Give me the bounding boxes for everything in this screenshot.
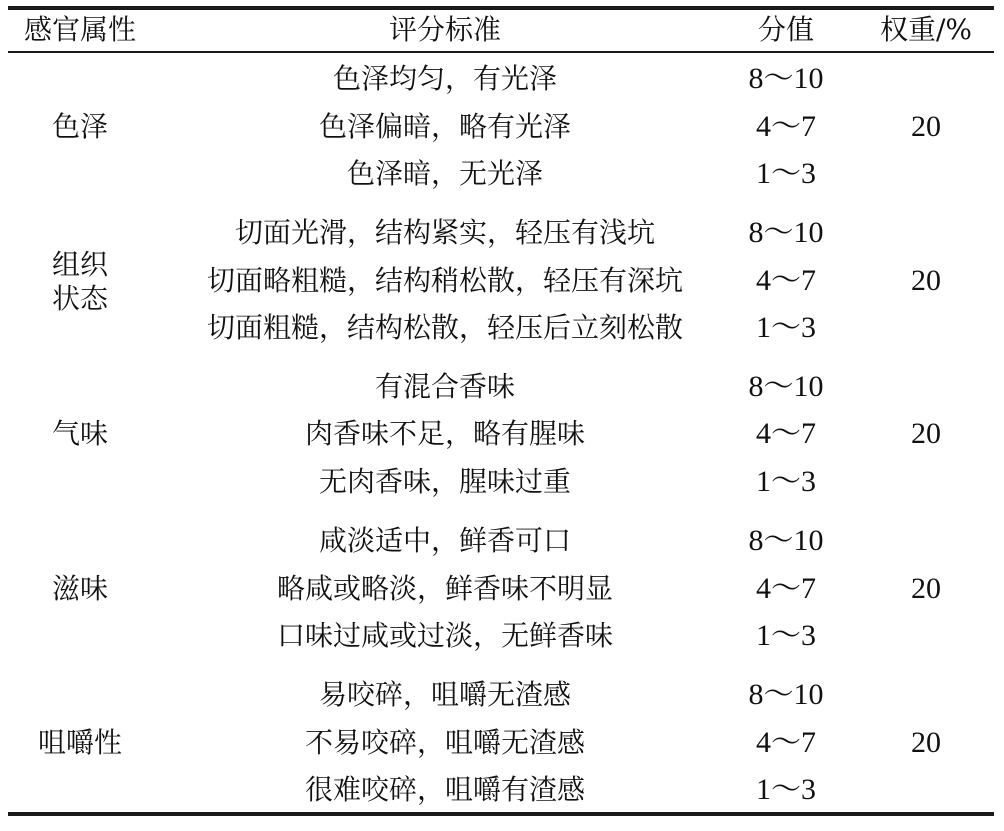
header-attribute: 感官属性 — [23, 13, 136, 46]
criteria-cell: 肉香味不足，略有腥味 — [304, 417, 585, 450]
criteria-cell: 色泽偏暗，略有光泽 — [318, 110, 571, 143]
score-cell: 4～7 — [756, 264, 816, 297]
criteria-cell: 色泽均匀，有光泽 — [332, 62, 557, 95]
criteria-cell: 切面光滑，结构紧实，轻压有浅坑 — [234, 216, 655, 249]
table-bottom-rule — [8, 812, 994, 816]
attribute-chewiness: 咀嚼性 — [37, 726, 122, 759]
score-cell: 4～7 — [756, 110, 816, 143]
score-cell: 8～10 — [748, 678, 824, 711]
score-cell: 1～3 — [756, 311, 816, 344]
score-cell: 1～3 — [756, 773, 816, 806]
criteria-cell: 无肉香味，腥味过重 — [318, 465, 571, 498]
weight-cell: 20 — [911, 110, 941, 143]
criteria-cell: 咸淡适中，鲜香可口 — [318, 524, 571, 557]
criteria-cell: 易咬碎，咀嚼无渣感 — [318, 678, 571, 711]
score-cell: 1～3 — [756, 619, 816, 652]
criteria-cell: 切面粗糙，结构松散，轻压后立刻松散 — [206, 311, 683, 344]
weight-cell: 20 — [911, 726, 941, 759]
score-cell: 8～10 — [748, 62, 824, 95]
score-cell: 8～10 — [748, 216, 824, 249]
score-cell: 1～3 — [756, 465, 816, 498]
table-top-rule — [8, 6, 994, 10]
header-score: 分值 — [757, 13, 814, 46]
table-header-rule — [8, 51, 994, 53]
attribute-taste: 滋味 — [51, 572, 108, 605]
criteria-cell: 不易咬碎，咀嚼无渣感 — [304, 726, 585, 759]
score-cell: 4～7 — [756, 726, 816, 759]
header-criteria: 评分标准 — [388, 13, 501, 46]
score-cell: 4～7 — [756, 572, 816, 605]
attribute-texture-line-1: 组织 — [51, 248, 108, 281]
weight-cell: 20 — [911, 264, 941, 297]
criteria-cell: 很难咬碎，咀嚼有渣感 — [304, 773, 585, 806]
attribute-texture-line-2: 状态 — [51, 282, 108, 315]
weight-cell: 20 — [911, 417, 941, 450]
score-cell: 8～10 — [748, 524, 824, 557]
score-cell: 8～10 — [748, 370, 824, 403]
attribute-texture — [12, 248, 148, 316]
header-weight: 权重/% — [879, 13, 973, 46]
weight-cell: 20 — [911, 572, 941, 605]
score-cell: 4～7 — [756, 417, 816, 450]
criteria-cell: 略咸或略淡，鲜香味不明显 — [276, 572, 613, 605]
score-cell: 1～3 — [756, 157, 816, 190]
criteria-cell: 口味过咸或过淡，无鲜香味 — [276, 619, 613, 652]
attribute-odor: 气味 — [51, 417, 108, 450]
criteria-cell: 有混合香味 — [374, 370, 515, 403]
criteria-cell: 切面略粗糙，结构稍松散，轻压有深坑 — [206, 264, 683, 297]
attribute-color: 色泽 — [51, 110, 108, 143]
criteria-cell: 色泽暗，无光泽 — [346, 157, 543, 190]
